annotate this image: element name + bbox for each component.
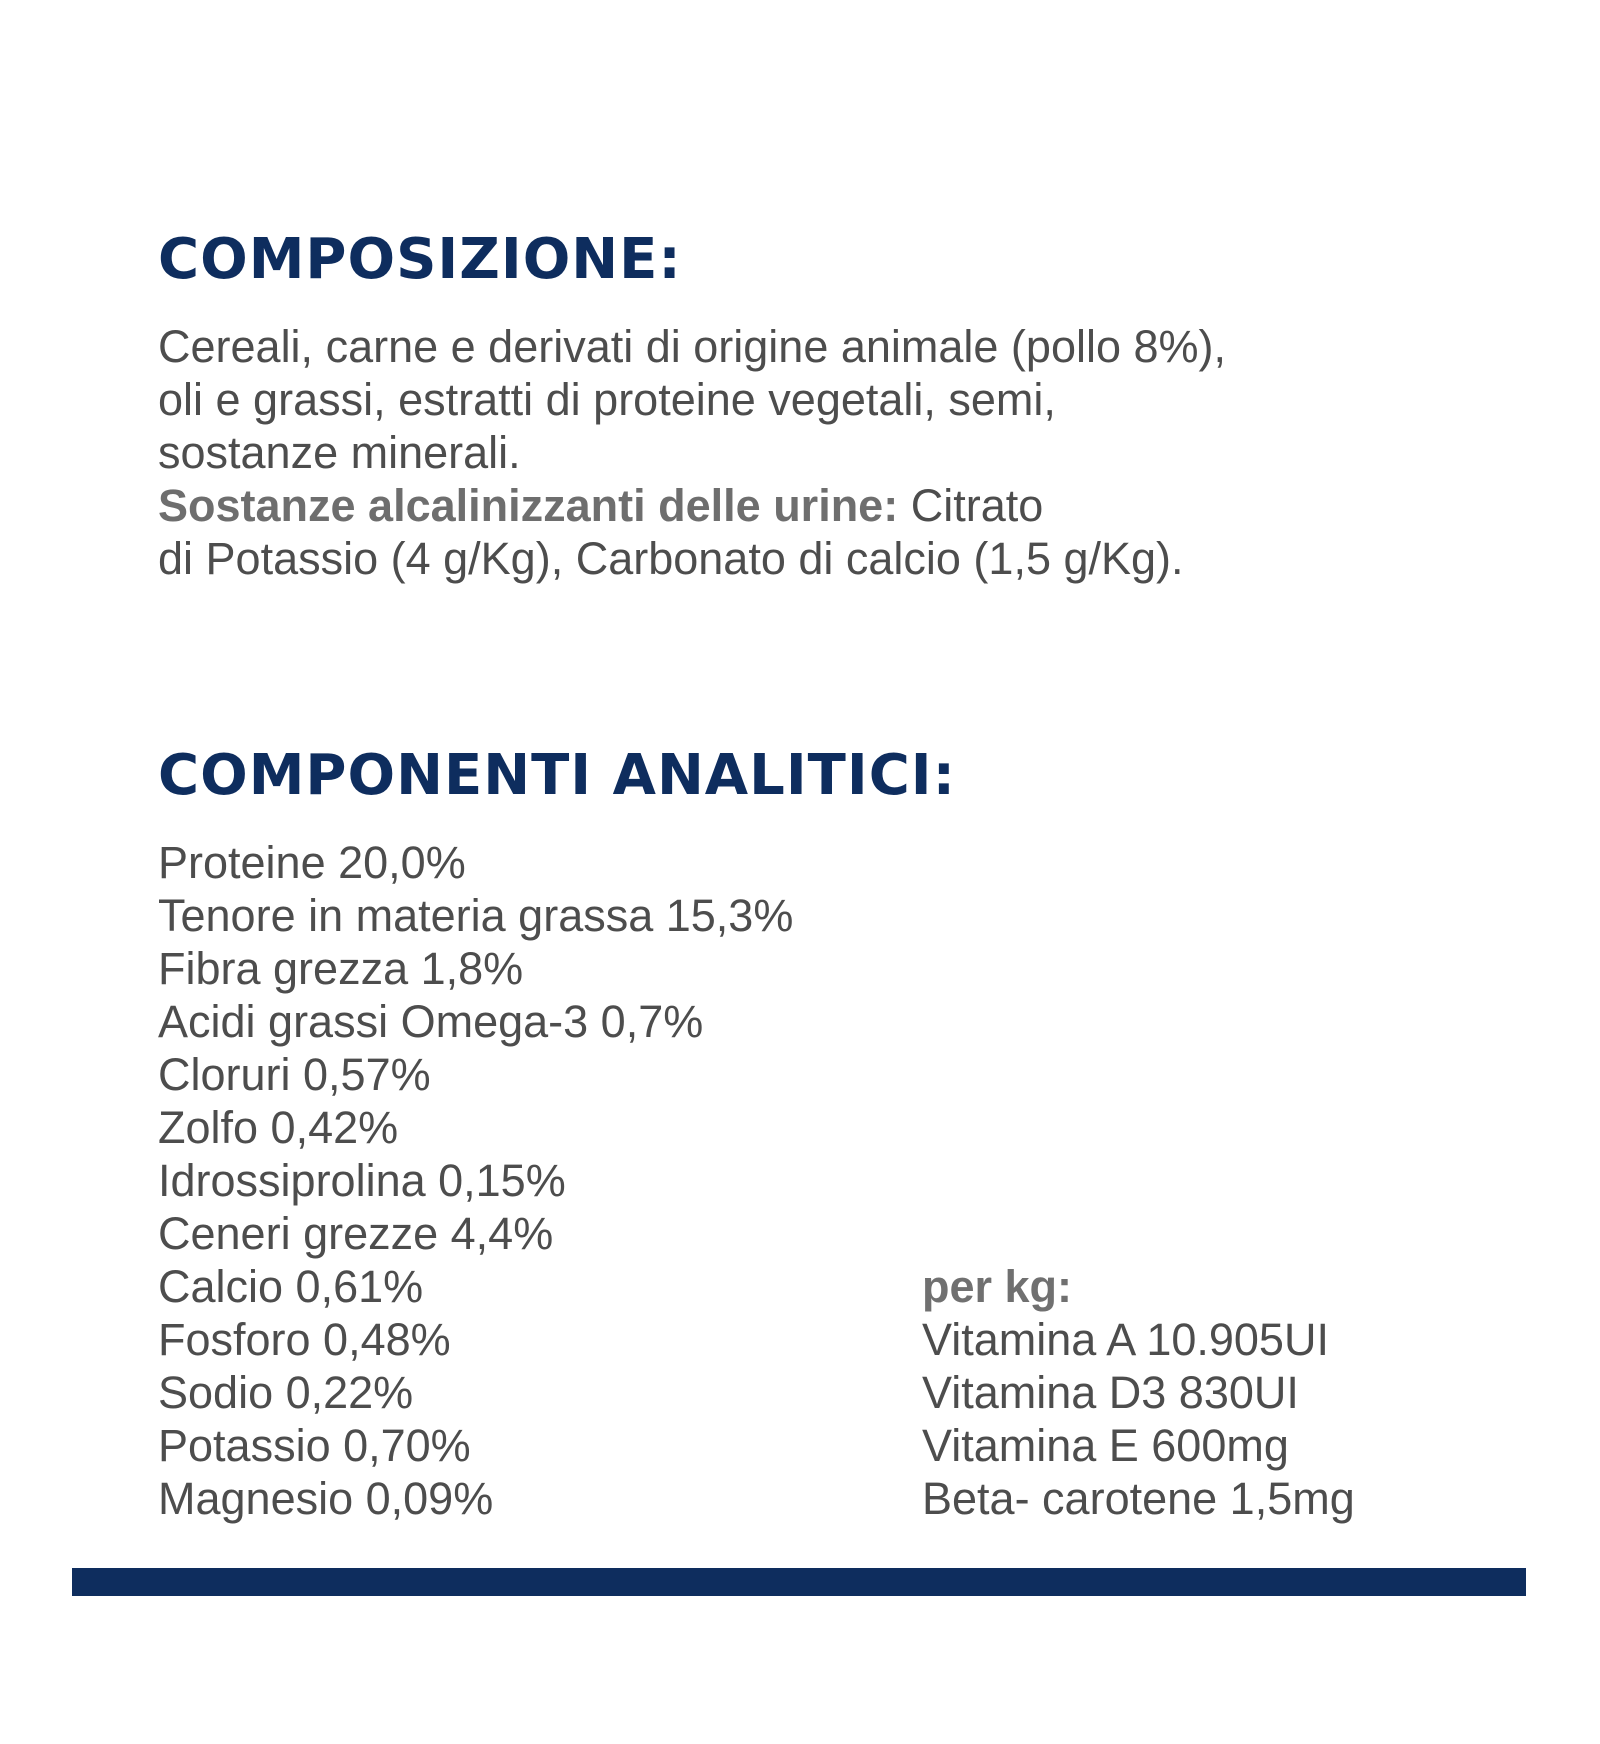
list-item: Cloruri 0,57% xyxy=(158,1049,431,1100)
composizione-heading: COMPOSIZIONE: xyxy=(158,227,682,292)
componenti-analitici-heading: COMPONENTI ANALITICI: xyxy=(158,743,957,808)
list-item: Vitamina D3 830UI xyxy=(922,1367,1299,1418)
alkaline-label: Sostanze alcalinizzanti delle urine: xyxy=(158,480,899,531)
list-item: Calcio 0,61% xyxy=(158,1261,424,1312)
vitamins-list xyxy=(922,1313,1355,1525)
list-item: Vitamina E 600mg xyxy=(922,1420,1289,1471)
list-item: Vitamina A 10.905UI xyxy=(922,1314,1329,1365)
list-item: Acidi grassi Omega-3 0,7% xyxy=(158,996,704,1047)
composizione-line: oli e grassi, estratti di proteine vegetali, semi, xyxy=(158,374,1056,425)
list-item: Tenore in materia grassa 15,3% xyxy=(158,890,794,941)
composizione-line: Cereali, carne e derivati di origine animale (pollo 8%), xyxy=(158,321,1227,372)
alkaline-text: Citrato xyxy=(898,480,1044,531)
alkaline-line xyxy=(158,479,1478,532)
bottom-divider-bar xyxy=(72,1568,1526,1596)
list-item: Proteine 20,0% xyxy=(158,837,466,888)
list-item: Potassio 0,70% xyxy=(158,1420,471,1471)
per-kg-label: per kg: xyxy=(922,1261,1073,1312)
list-item: Zolfo 0,42% xyxy=(158,1102,399,1153)
list-item: Fosforo 0,48% xyxy=(158,1314,451,1365)
list-item: Beta- carotene 1,5mg xyxy=(922,1473,1355,1524)
composizione-paragraph xyxy=(158,320,1478,585)
list-item: Sodio 0,22% xyxy=(158,1367,414,1418)
per-kg-block xyxy=(922,1260,1355,1525)
list-item: Idrossiprolina 0,15% xyxy=(158,1155,566,1206)
analytical-components-list xyxy=(158,836,793,1525)
list-item: Ceneri grezze 4,4% xyxy=(158,1208,554,1259)
alkaline-line-2: di Potassio (4 g/Kg), Carbonato di calcio (1,5 g/Kg). xyxy=(158,533,1184,584)
list-item: Fibra grezza 1,8% xyxy=(158,943,524,994)
composizione-line: sostanze minerali. xyxy=(158,427,521,478)
list-item: Magnesio 0,09% xyxy=(158,1473,494,1524)
